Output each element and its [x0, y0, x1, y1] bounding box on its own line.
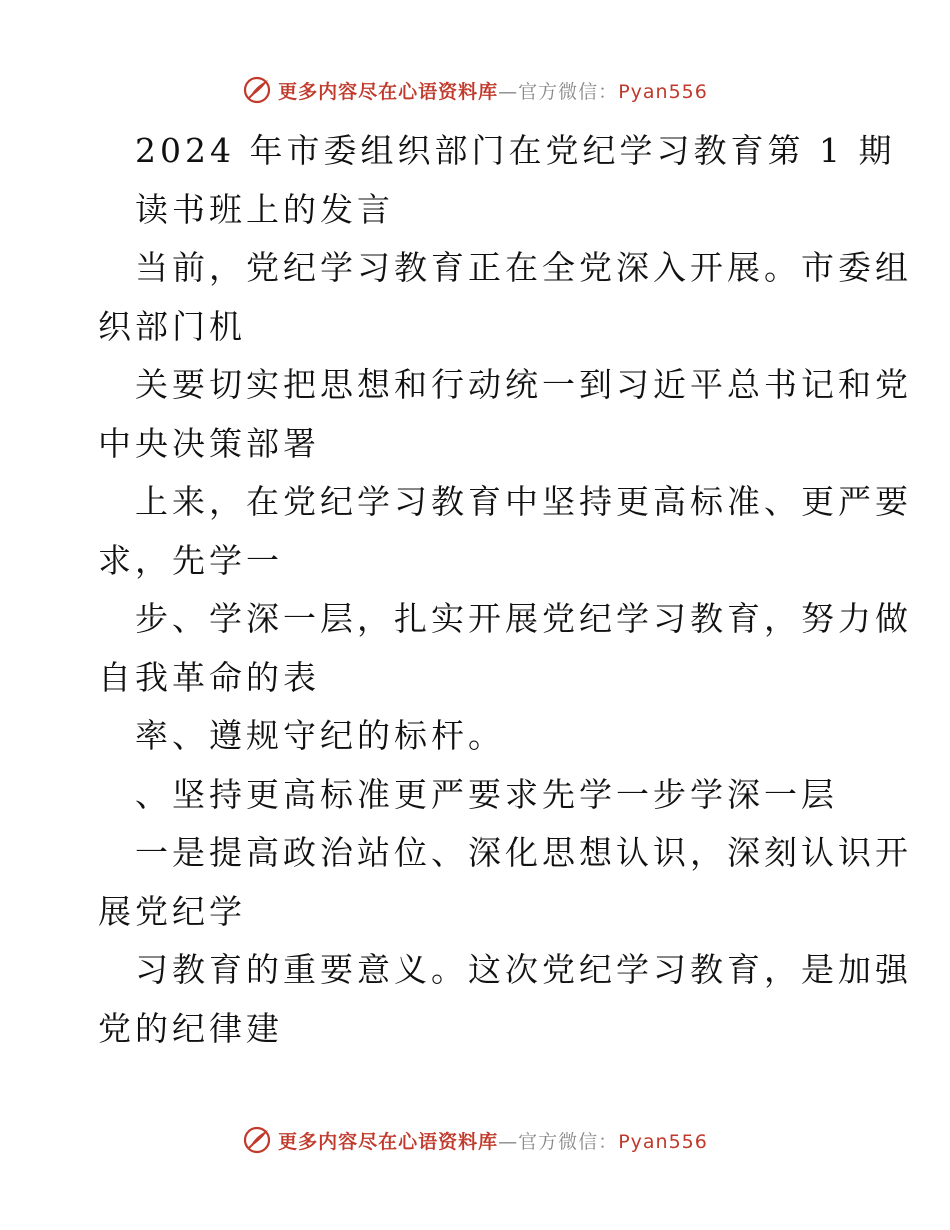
- banner-text: [278, 77, 708, 104]
- text-line: 关要切实把思想和行动统一到习近平总书记和党: [135, 365, 912, 404]
- banner-wechat-id: Pyan556: [618, 80, 708, 103]
- text-line: 上来，在党纪学习教育中坚持更高标准、更严要: [135, 482, 912, 521]
- text-line: 习教育的重要意义。这次党纪学习教育，是加强: [135, 950, 912, 989]
- text-line: 中央决策部署: [98, 423, 320, 463]
- banner-wechat-id: Pyan556: [618, 1130, 708, 1153]
- banner-sub-text: 官方微信：: [518, 1130, 619, 1153]
- banner-sub-text: 官方微信：: [518, 80, 619, 103]
- quill-logo-icon: [242, 1125, 272, 1155]
- text-line: 率、遵规守纪的标杆。: [135, 716, 505, 755]
- text-line: 自我革命的表: [98, 657, 320, 697]
- banner-text: [278, 1127, 708, 1154]
- text-line: 党的纪律建: [98, 1008, 283, 1048]
- header-banner: [0, 70, 950, 110]
- banner-dash: —: [498, 1130, 519, 1153]
- document-body: [98, 122, 912, 1058]
- footer-banner: [0, 1120, 950, 1160]
- text-line: 展党纪学: [98, 891, 246, 931]
- banner-dash: —: [498, 80, 519, 103]
- text-line: 、坚持更高标准更严要求先学一步学深一层: [135, 774, 838, 814]
- text-line: 当前，党纪学习教育正在全党深入开展。市委组: [135, 248, 912, 287]
- text-line: 织部门机: [98, 306, 246, 346]
- text-line: 一是提高政治站位、深化思想认识，深刻认识开: [135, 833, 912, 872]
- banner-main-text: 更多内容尽在心语资料库: [278, 80, 499, 103]
- text-line: 步、学深一层，扎实开展党纪学习教育，努力做: [135, 599, 912, 638]
- text-line: 2024 年市委组织部门在党纪学习教育第 1 期: [135, 131, 896, 170]
- quill-logo-icon: [242, 75, 272, 105]
- banner-main-text: 更多内容尽在心语资料库: [278, 1130, 499, 1153]
- text-line: 读书班上的发言: [135, 189, 394, 229]
- text-line: 求，先学一: [98, 540, 283, 580]
